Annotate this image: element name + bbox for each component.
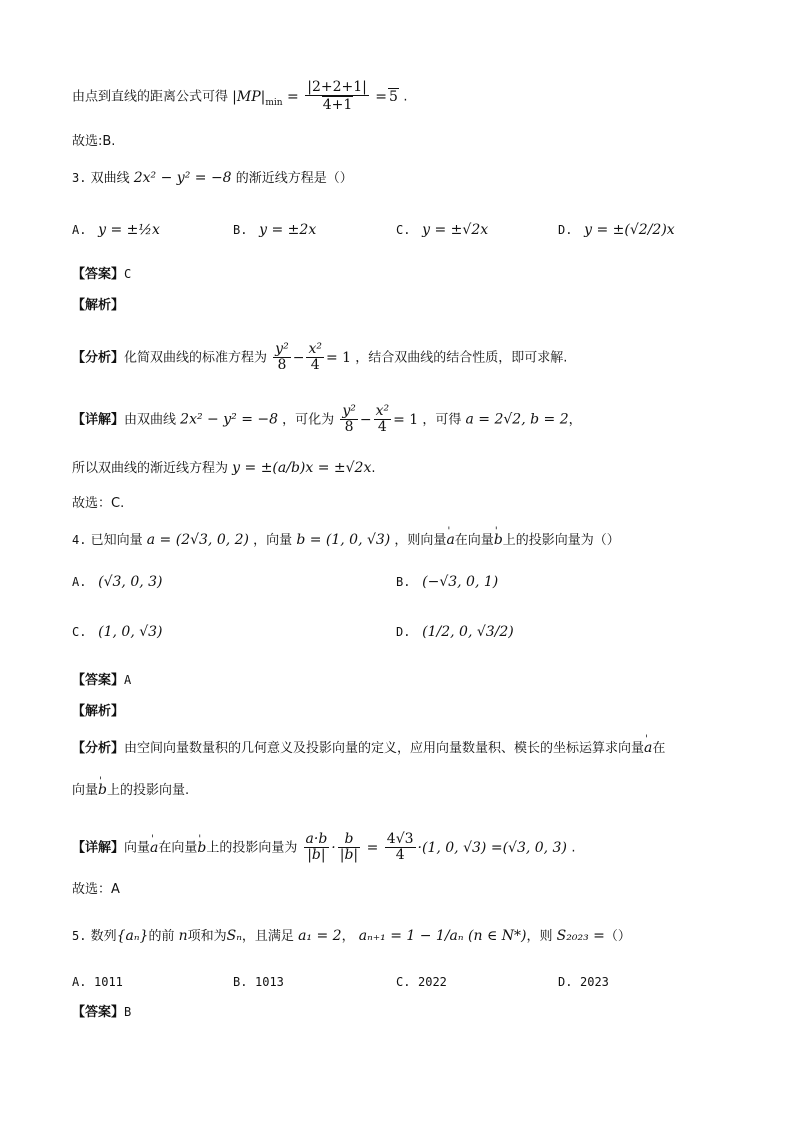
projection-formula: $\frac{a\cdot b}{|b|}$ · $\frac{b}{|b|}$ = $\frac{4√3}{4}$ ·(1, 0, √3) =(√3, 0, 3) [305, 831, 567, 863]
q4-option-a[interactable]: A. (√3, 0, 3) [72, 574, 163, 590]
q4-xiangjie: 【详解】向量' a在向量' b上的投影向量为 $\frac{a\cdot b}{|b|}$ · $\frac{b}{|b|}$ = $\frac{4√3}{4}$ ·(1, 0, √3) =(√3, 0, 3) . [72, 832, 576, 863]
q5-option-d[interactable]: D. 2023 [558, 975, 609, 989]
q3-stem: 3. 双曲线 2x² − y² = −8 的渐近线方程是（） [72, 170, 353, 186]
q4-fenxi-line2: 向量' b上的投影向量. [72, 780, 189, 801]
prev-distance-line: 由点到直线的距离公式可得 $|MP|_{min}$ = $\frac{|2+2+1|}{4+1}$ = 5 . [72, 79, 408, 113]
q4-analysis-heading: 【解析】 [72, 704, 125, 719]
q4-choose: 故选：A [72, 882, 120, 897]
q3-option-c[interactable]: C. y = ±√2x [396, 222, 489, 238]
q3-answer: 【答案】C [72, 267, 132, 282]
q5-answer: 【答案】B [72, 1005, 132, 1020]
q3-asymptote-line: 所以双曲线的渐近线方程为 y = ±(a/b)x = ±√2x. [72, 460, 376, 476]
q4-answer: 【答案】A [72, 673, 132, 688]
q3-option-b[interactable]: B. y = ±2x [233, 222, 317, 238]
q4-option-d[interactable]: D. (1/2, 0, √3/2) [396, 624, 514, 640]
q3-xiangjie: 【详解】由双曲线 2x² − y² = −8 ，可化为 $\frac{\text{y²}}{8}$ − $\frac{\text{x²}}{4}$ = 1 ，可得 a = 2√2, b = 2， [72, 403, 582, 435]
q5-option-c[interactable]: C. 2022 [396, 975, 447, 989]
q4-option-b[interactable]: B. (−√3, 0, 1) [396, 574, 499, 590]
q3-analysis-heading: 【解析】 [72, 298, 125, 313]
q3-option-a[interactable]: A. y = ±½x [72, 222, 160, 238]
prev-answer: 故选:B. [72, 134, 116, 149]
q4-option-c[interactable]: C. (1, 0, √3) [72, 624, 163, 640]
q3-fenxi: 【分析】化简双曲线的标准方程为 $\frac{\text{y²}}{8}$ − $\frac{\text{x²}}{4}$ = 1 ，结合双曲线的结合性质，即可求解. [72, 341, 568, 373]
q5-option-a[interactable]: A. 1011 [72, 975, 123, 989]
q3-option-d[interactable]: D. y = ±(√2/2)x [558, 222, 675, 238]
q5-stem: 5. 数列{aₙ}的前 n项和为Sₙ，且满足 a₁ = 2， aₙ₊₁ = 1 − 1/aₙ (n ∈ N*)，则 S₂₀₂₃ =（） [72, 928, 631, 944]
q4-stem: 4. 已知向量 a = (2√3, 0, 2) ，向量 b = (1, 0, √3) ，则向量' a在向量' b上的投影向量为（） [72, 530, 620, 551]
q3-choose: 故选：C. [72, 496, 125, 511]
q4-fenxi-line1: 【分析】由空间向量数量积的几何意义及投影向量的定义，应用向量数量积、模长的坐标运算求向量' a在 [72, 738, 665, 759]
q5-option-b[interactable]: B. 1013 [233, 975, 284, 989]
formula-distance: $|MP|_{min}$ = $\frac{|2+2+1|}{4+1}$ = 5 [232, 79, 398, 113]
